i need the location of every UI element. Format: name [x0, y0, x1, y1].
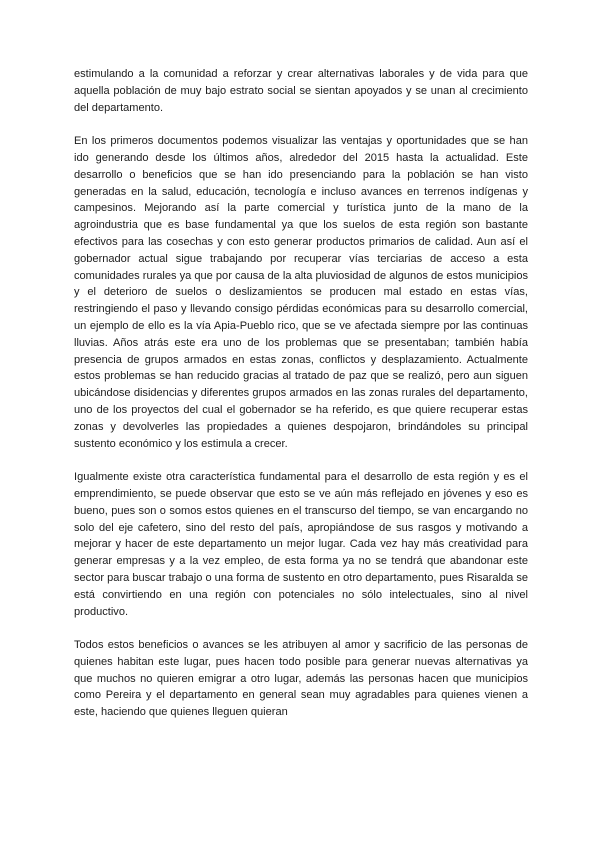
paragraph-4: Todos estos beneficios o avances se les atribuyen al amor y sacrificio de las personas de quienes habitan este lugar, pues hacen todo posible para generar nuevas alternativas ya que muchos no quieren emigrar a otro lugar, además las personas hacen que municipios como Pereira y el departamento en general sean muy agradables para quienes vienen a este, haciendo que quienes lleguen quieran [74, 639, 528, 719]
paragraph-3: Igualmente existe otra característica fundamental para el desarrollo de esta región y es el emprendimiento, se puede observar que esto se ve aún más reflejado en jóvenes y eso es bueno, pues son o somos estos quienes en el transcurso del tiempo, se van encargando no solo del eje cafetero, sino del resto del país, apropiándose de sus rasgos y motivando a mejorar y hacer de este departamento un mejor lugar. Cada vez hay más creatividad para generar empresas y a la vez empleo, de esta forma ya no se tendrá que abandonar este sector para buscar trabajo o una forma de sustento en otro departamento, pues Risaralda se está convirtiendo en una región con potenciales no sólo intelectuales, sino al nivel productivo. [74, 471, 528, 618]
paragraph-1: estimulando a la comunidad a reforzar y crear alternativas laborales y de vida para que aquella población de muy bajo estrato social se sientan apoyados y se unan al crecimiento del departamento. [74, 68, 528, 114]
document-body [74, 66, 528, 738]
paragraph-2: En los primeros documentos podemos visualizar las ventajas y oportunidades que se han ido generando desde los últimos años, alrededor del 2015 hasta la actualidad. Este desarrollo o beneficios que se han ido presenciando para la población se han visto generadas en la salud, educación, tecnología e incluso avances en terrenos indígenas y campesinos. Mejorando así la parte comercial y turística junto de la mano de la agroindustria que es base fundamental ya que los suelos de esta región son bastante efectivos para las cosechas y con esto generar productos primarios de calidad. Aun así el gobernador actual sigue trabajando por recuperar vías terciarias de acceso a esta comunidades rurales ya que por causa de la alta pluviosidad de algunos de estos municipios y el deterioro de suelos o deslizamientos se producen mal estado en estas vías, restringiendo el paso y llevando consigo pérdidas económicas para su desarrollo comercial, un ejemplo de ello es la vía Apia-Pueblo rico, que se ve afectada siempre por las continuas lluvias. Años atrás este era uno de los problemas que se presentaban; también había presencia de grupos armados en estas zonas, conflictos y desplazamiento. Actualmente estos problemas se han reducido gracias al tratado de paz que se realizó, pero aun siguen ubicándose disidencias y diferentes grupos armados en las zonas rurales del departamento, uno de los proyectos del cual el gobernador se ha referido, es que quiere recuperar estas zonas y devolverles las propiedades a quienes despojaron, brindándoles su principal sustento económico y los estimula a crecer. [74, 135, 528, 450]
